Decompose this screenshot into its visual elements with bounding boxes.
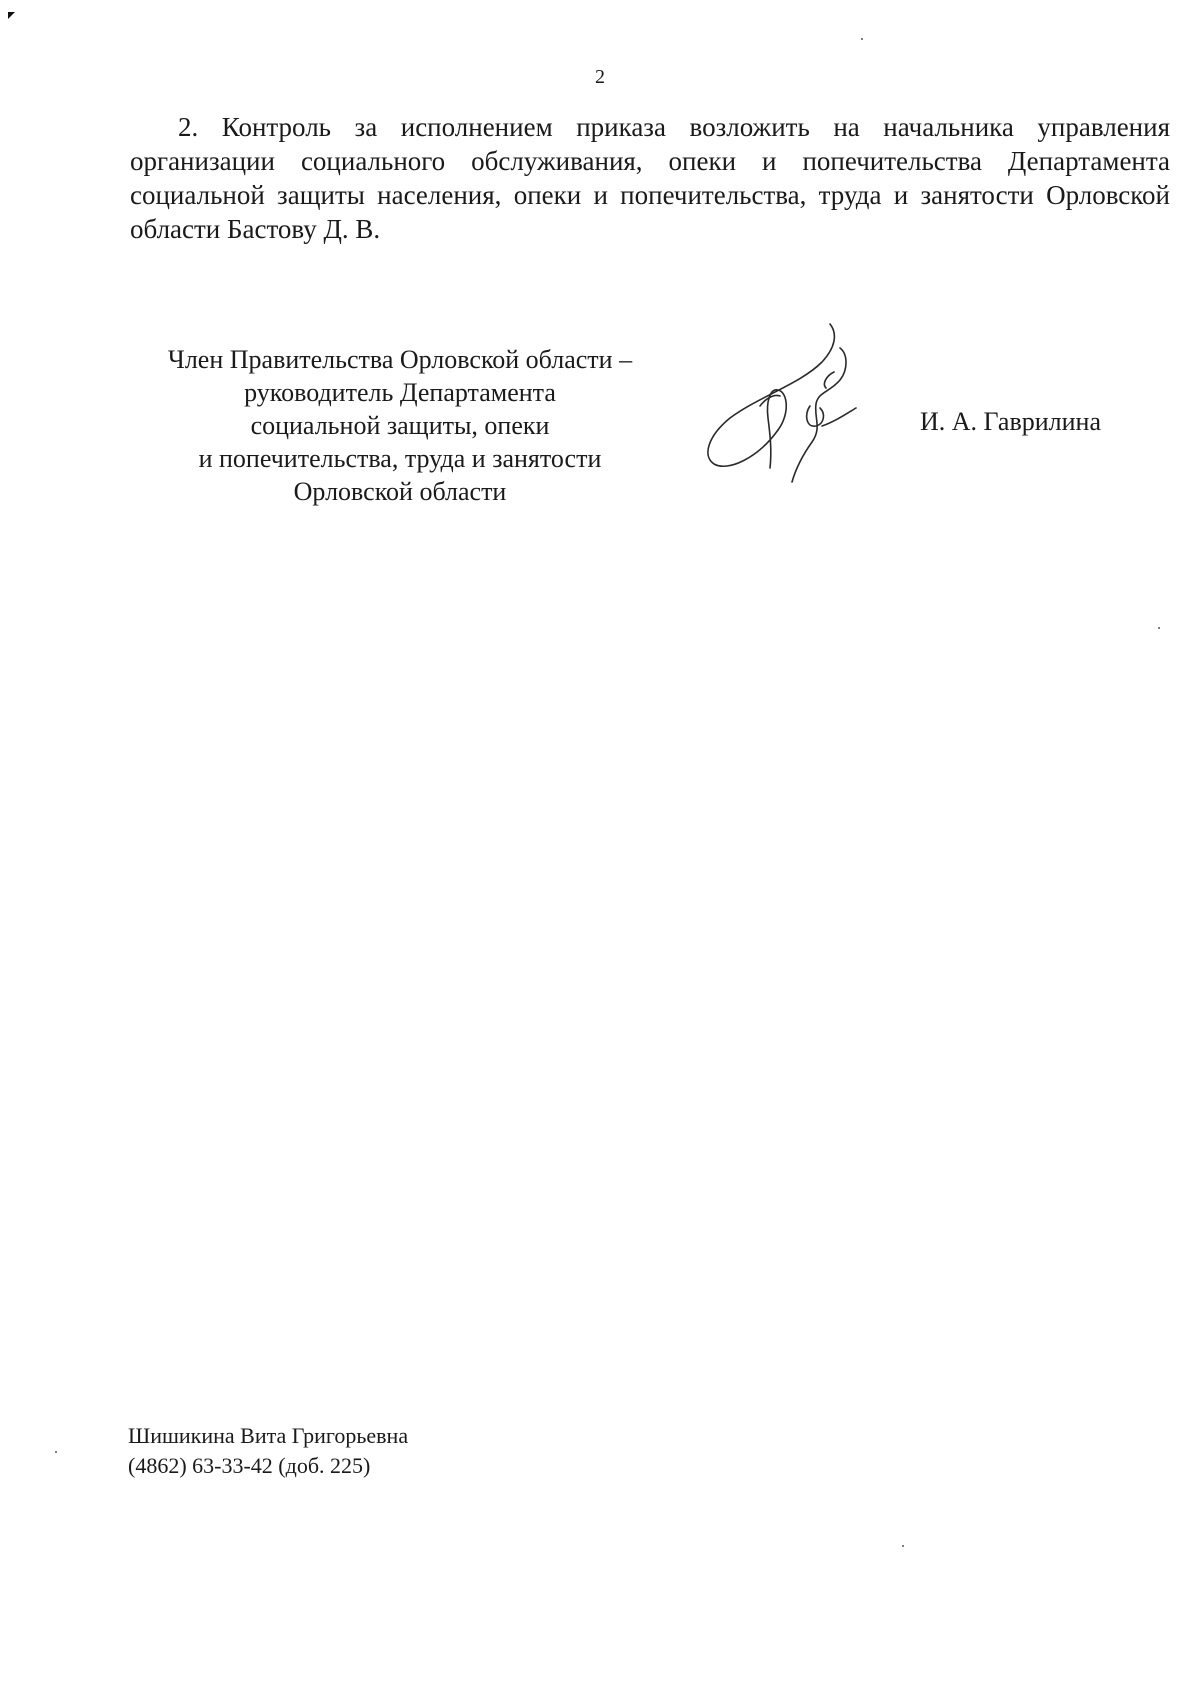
signatory-position	[120, 343, 680, 508]
handwritten-signature	[700, 318, 860, 488]
scan-speck	[55, 1451, 57, 1453]
position-line: руководитель Департамента	[244, 378, 556, 407]
page-number: 2	[595, 66, 605, 88]
scan-speck	[902, 1545, 904, 1547]
executor-phone: (4862) 63-33-42 (доб. 225)	[128, 1453, 371, 1478]
position-line: и попечительства, труда и занятости	[198, 444, 602, 473]
position-line: Член Правительства Орловской области –	[167, 345, 633, 374]
executor-name: Шишикина Вита Григорьевна	[128, 1423, 409, 1448]
executor-contact	[128, 1421, 408, 1481]
position-line: социальной защиты, опеки	[250, 411, 550, 440]
scan-speck	[1158, 627, 1160, 629]
order-paragraph: 2. Контроль за исполнением приказа возложить на начальника управления организации социального обслуживания, опеки и попечительства Департамента социальной защиты населения, опеки и попечительства, труда и занятости Орловской области Бастову Д. В.	[130, 112, 1170, 244]
scan-speck	[861, 38, 863, 40]
scan-corner-mark	[8, 12, 15, 19]
signer-name: И. А. Гаврилина	[920, 407, 1102, 436]
position-line: Орловской области	[293, 477, 507, 506]
